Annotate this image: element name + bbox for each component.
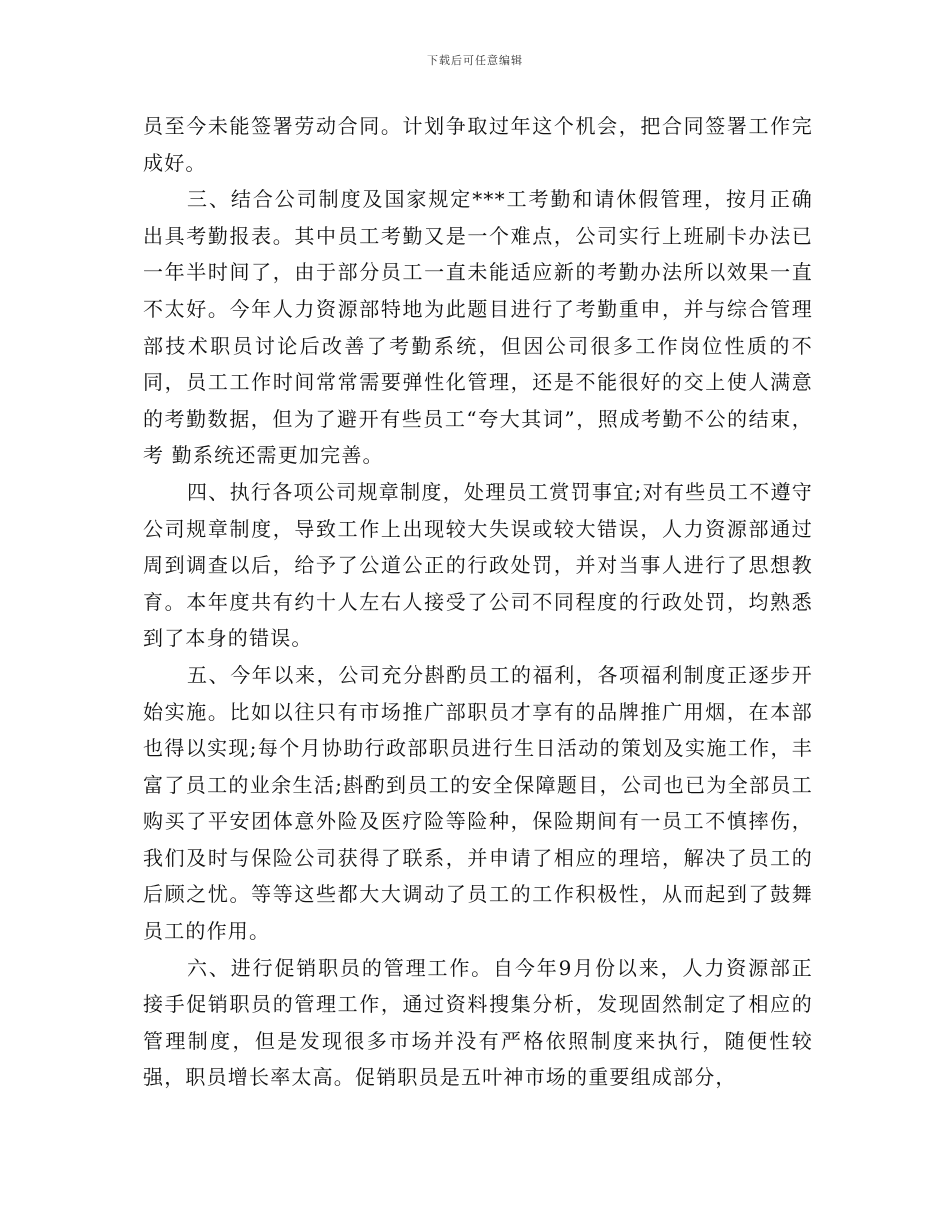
paragraph-promoter-management: 六、进行促销职员的管理工作。自今年9月份以来，人力资源部正接手促销职员的管理工作，通过资料搜集分析，发现固然制定了相应的管理制度，但是发现很多市场并没有严格依照制度来执行，随便性较强，职员增长率太高。促销职员是五叶神市场的重要组成部分， [143,955,813,1090]
paragraph-continuation: 员至今未能签署劳动合同。计划争取过年这个机会，把合同签署工作完成好。 [143,114,813,175]
paragraph-employee-welfare: 五、今年以来，公司充分斟酌员工的福利，各项福利制度正逐步开始实施。比如以往只有市场推广部职员才享有的品牌推广用烟，在本部也得以实现;每个月协助行政部职员进行生日活动的策划及实施工作，丰富了员工的业余生活;斟酌到员工的安全保障题目，公司也已为全部员工购买了平安团体意外险及医疗险等险种，保险期间有一员工不慎摔伤，我们及时与保险公司获得了联系，并申请了相应的理培，解决了员工的后顾之忧。等等这些都大大调动了员工的工作积极性，从而起到了鼓舞员工的作用。 [143,662,813,944]
paragraph-attendance-management: 三、结合公司制度及国家规定***工考勤和请休假管理，按月正确出具考勤报表。其中员工考勤又是一个难点，公司实行上班刷卡办法已一年半时间了，由于部分员工一直未能适应新的考勤办法所以效果一直不太好。今年人力资源部特地为此题目进行了考勤重申，并与综合管理部技术职员讨论后改善了考勤系统，但因公司很多工作岗位性质的不同，员工工作时间常常需要弹性化管理，还是不能很好的交上使人满意的考勤数据，但为了避开有些员工“夸大其词”，照成考勤不公的结束，考 勤系统还需更加完善。 [143,187,813,468]
document-body [143,108,813,1096]
paragraph-rules-and-discipline: 四、执行各项公司规章制度，处理员工赏罚事宜;对有些员工不遵守公司规章制度，导致工作上出现较大失误或较大错误，人力资源部通过周到调查以后，给予了公道公正的行政处罚，并对当事人进行了思想教育。本年度共有约十人左右人接受了公司不同程度的行政处罚，均熟悉到了本身的错误。 [143,479,813,651]
page-header: 下载后可任意编辑 [427,54,523,67]
